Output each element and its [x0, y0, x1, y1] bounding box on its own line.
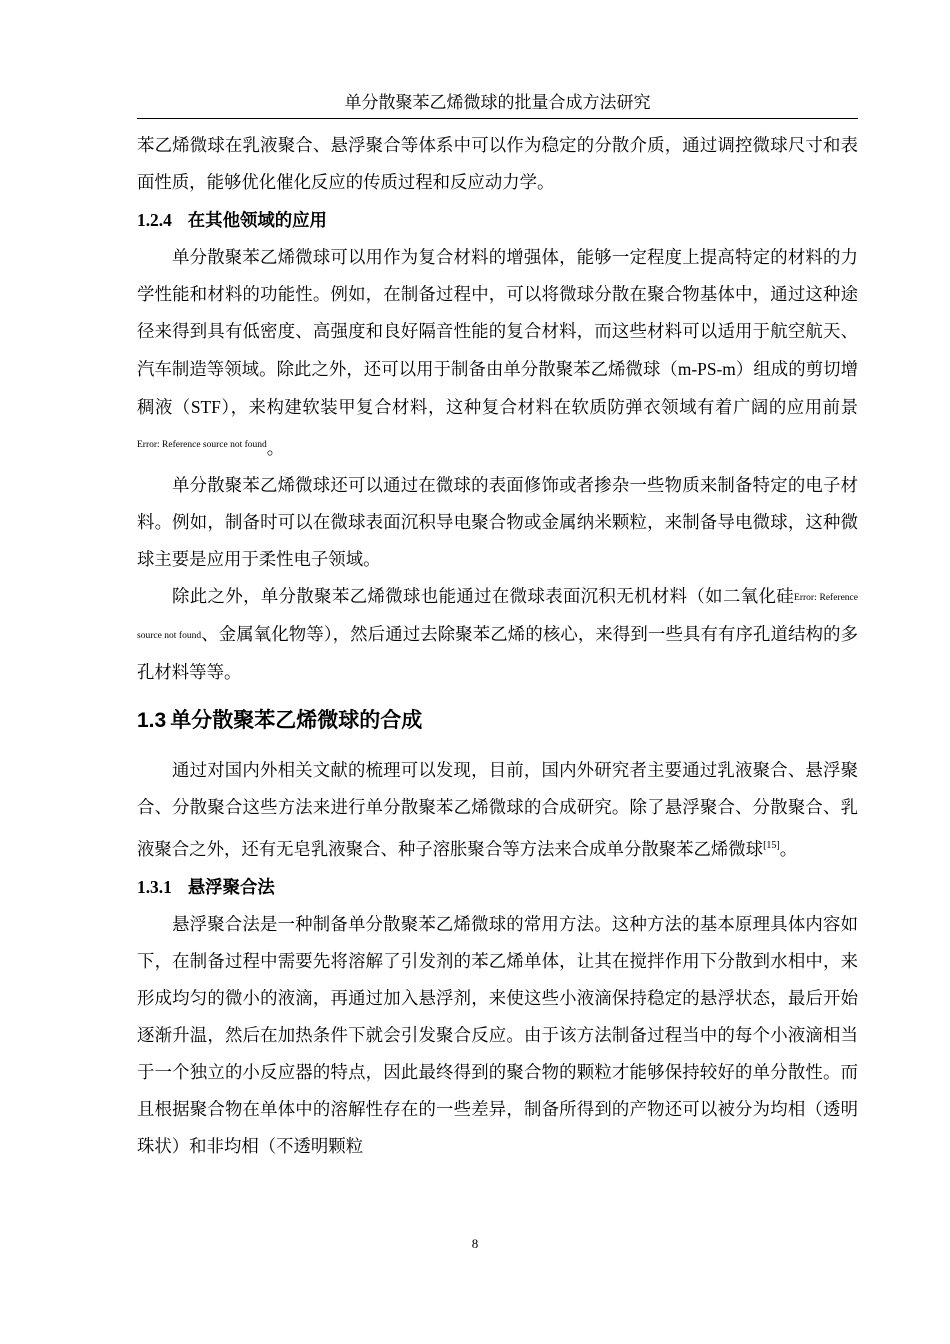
- text-run: 、金属氧化物等），然后通过去除聚苯乙烯的核心，来得到一些具有有序孔道结构的多孔材料等等。: [137, 625, 858, 683]
- page-body: [137, 128, 858, 1166]
- text-run: ），来构建软装甲复合材料，这种复合材料在软质防弹衣领域有着广阔的应用前景: [220, 398, 858, 418]
- section-number: 1.3: [137, 709, 167, 732]
- section-title: 单分散聚苯乙烯微球的合成: [170, 708, 423, 732]
- text-run: 通过对国内外相关文献的梳理可以发现，目前，国内外研究者主要通过乳液聚合、悬浮聚合、分散聚合这些方法来进行单分散聚苯乙烯微球的合成研究。除了悬浮聚合、分散聚合、乳液聚合之外，还有无皂乳液聚合、种子溶胀聚合等方法来合成单分散聚苯乙烯微球: [137, 761, 858, 860]
- paragraph-electronics: 单分散聚苯乙烯微球还可以通过在微球的表面修饰或者掺杂一些物质来制备特定的电子材料。例如，制备时可以在微球表面沉积导电聚合物或金属纳米颗粒，来制备导电微球，这种微球主要是应用于柔性电子领域。: [137, 476, 858, 570]
- paragraph-porous: [137, 579, 858, 692]
- text-run: 。: [779, 840, 798, 860]
- paragraph-suspension: 悬浮聚合法是一种制备单分散聚苯乙烯微球的常用方法。这种方法的基本原理具体内容如下，在制备过程中需要先将溶解了引发剂的苯乙烯单体，让其在搅拌作用下分散到水相中，来形成均匀的微小的液滴，再通过加入悬浮剂，来使这些小液滴保持稳定的悬浮状态，最后开始逐渐升温，然后在加热条件下就会引发聚合反应。由于该方法制备过程当中的每个小液滴相当于一个独立的小反应器的特点，因此最终得到的聚合物的颗粒才能够保持较好的单分散性。而且根据聚合物在单体中的溶解性存在的一些差异，制备所得到的产物还可以被分为均相（透明珠状）和非均相（不透明颗粒: [137, 915, 858, 1157]
- heading-1-3: [137, 702, 858, 739]
- page-number: 8: [471, 1236, 479, 1251]
- section-number: 1.3.1: [137, 877, 172, 897]
- running-header: 单分散聚苯乙烯微球的批量合成方法研究: [344, 93, 651, 113]
- heading-1-2-4: [137, 202, 858, 240]
- text-run: 单分散聚苯乙烯微球可以用作为复合材料的增强体，能够一定程度上提高特定的材料的力学性能和材料的功能性。例如，在制备过程中，可以将微球分散在聚合物基体中，通过这种途径来得到具有低密度、高强度和良好隔音性能的复合材料，而这些材料可以适用于航空航天、汽车制造等领域。除此之外，还可以用于制备由单分散聚苯乙烯微球（: [137, 248, 858, 380]
- text-run: 除此之外，单分散聚苯乙烯微球也能通过在微球表面沉积无机材料（如二氧化硅: [172, 587, 795, 607]
- paragraph-composites: [137, 240, 858, 468]
- heading-1-3-1: [137, 869, 858, 907]
- reference-error-link[interactable]: Error: Reference source not found: [137, 593, 858, 641]
- abbr-stf: STF: [190, 397, 221, 417]
- text-run: 。: [266, 439, 285, 459]
- citation-15[interactable]: [15]: [763, 840, 780, 851]
- text-run: ）组成的剪切增稠液（: [137, 360, 858, 418]
- header-rule: [137, 118, 858, 119]
- abbr-m-ps-m: m-PS-m: [677, 359, 736, 379]
- paragraph-synthesis-overview: [137, 753, 858, 869]
- section-title: 在其他领域的应用: [187, 211, 327, 231]
- reference-error-link[interactable]: Error: Reference source not found: [137, 440, 267, 450]
- paragraph-intro: 苯乙烯微球在乳液聚合、悬浮聚合等体系中可以作为稳定的分散介质，通过调控微球尺寸和表面性质，能够优化催化反应的传质过程和反应动力学。: [137, 136, 858, 193]
- section-title: 悬浮聚合法: [187, 878, 275, 898]
- section-number: 1.2.4: [137, 210, 172, 230]
